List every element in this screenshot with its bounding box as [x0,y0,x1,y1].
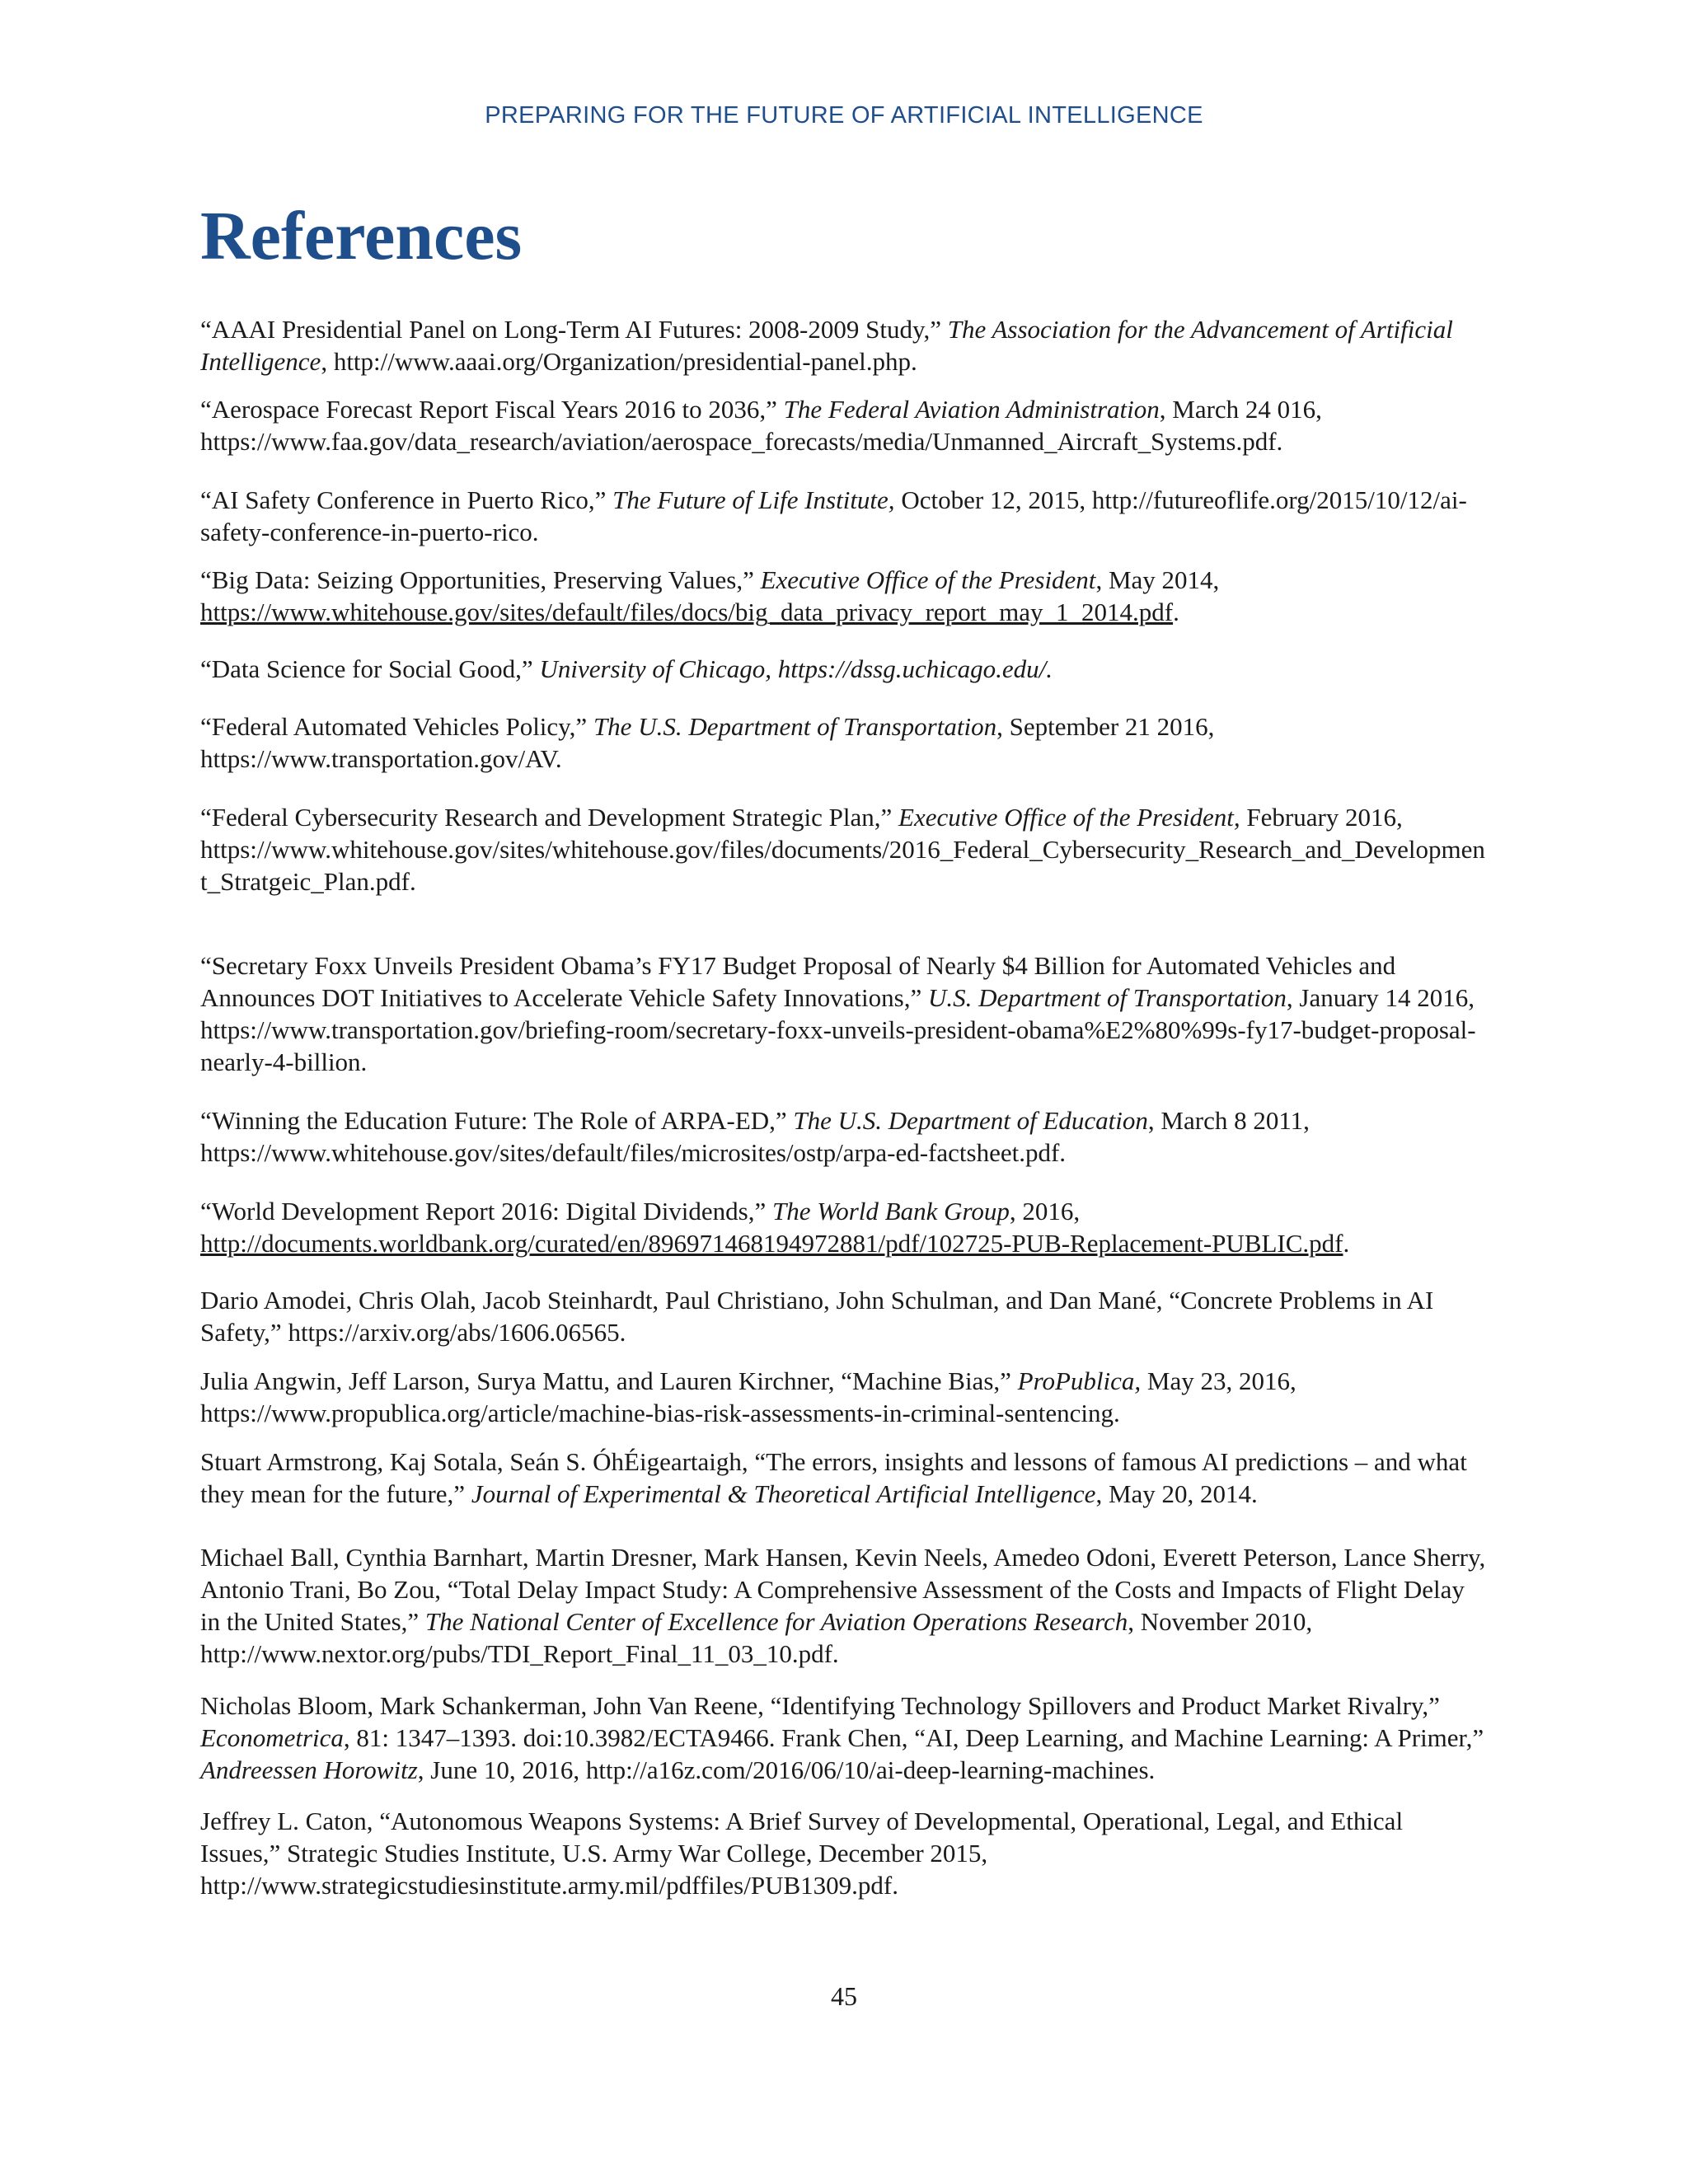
reference-text-run: University of Chicago, https://dssg.uchicago.edu/. [539,654,1053,683]
reference-text-run: Executive Office of the President, [898,803,1240,832]
reference-text-run: “AI Safety Conference in Puerto Rico,” [200,485,613,514]
reference-text-run: May 23, 2016, https://www.propublica.org/article/machine-bias-risk-assessments-in-criminal-sentencing. [200,1366,1296,1427]
reference-text-run: Andreessen Horowitz [200,1755,418,1784]
reference-text-run: Executive Office of the President [760,565,1096,594]
reference-text-run: http://documents.worldbank.org/curated/en/896971468194972881/pdf/102725-PUB-Replacement-PUBLIC.pdf [200,1229,1343,1258]
reference-text-run: Stuart Armstrong, Kaj Sotala, Seán S. ÓhÉigeartaigh, “The errors, insights and lessons of famous AI predictions – and what they mean for the future,” [200,1447,1467,1508]
reference-entry [200,1805,1486,1901]
reference-text-run: , http://www.aaai.org/Organization/presidential-panel.php. [321,347,917,376]
reference-text-run: Julia Angwin, Jeff Larson, Surya Mattu, and Lauren Kirchner, “Machine Bias,” [200,1366,1018,1395]
reference-text-run: October 12, 2015, http://futureoflife.org/2015/10/12/ai-safety-conference-in-puerto-rico. [200,485,1467,546]
reference-text-run: , March 24 016, https://www.faa.gov/data_research/aviation/aerospace_forecasts/media/Unmanned_Aircraft_Systems.pdf. [200,395,1322,456]
reference-entry [200,393,1486,457]
reference-entry [200,564,1486,628]
reference-text-run: “AAAI Presidential Panel on Long-Term AI Futures: 2008-2009 Study,” [200,315,948,344]
reference-text-run: The Future of Life Institute, [612,485,895,514]
reference-text-run: , September 21 2016, https://www.transportation.gov/AV. [200,712,1215,773]
reference-text-run: , 2016, [1009,1197,1081,1226]
reference-text-run: , January 14 2016, https://www.transportation.gov/briefing-room/secretary-foxx-unveils-president-obama%E2%80%99s-fy17-budget-proposal-nearly-4-billion. [200,983,1476,1076]
reference-entry [200,1195,1486,1259]
reference-entry [200,801,1486,898]
reference-text-run: https://www.whitehouse.gov/sites/default/files/docs/big_data_privacy_report_may_1_2014.pdf [200,598,1174,626]
reference-text-run: , March 8 2011, https://www.whitehouse.gov/sites/default/files/microsites/ostp/arpa-ed-factsheet.pdf. [200,1106,1310,1167]
reference-text-run: Nicholas Bloom, Mark Schankerman, John Van Reene, “Identifying Technology Spillovers and Product Market Rivalry,” [200,1691,1440,1720]
reference-entry [200,313,1486,377]
reference-entry [200,1284,1486,1348]
reference-text-run: The U.S. Department of Transportation [593,712,997,741]
reference-text-run: , May 20, 2014. [1095,1479,1258,1508]
reference-text-run: The U.S. Department of Education [793,1106,1148,1135]
reference-text-run: , November 2010, http://www.nextor.org/pubs/TDI_Report_Final_11_03_10.pdf. [200,1607,1313,1668]
reference-text-run: The Federal Aviation Administration [783,395,1160,424]
reference-text-run: Econometrica [200,1723,344,1752]
reference-text-run: “Data Science for Social Good,” [200,654,540,683]
reference-entry [200,949,1486,1078]
reference-entry [200,1541,1486,1670]
reference-entry [200,1446,1486,1510]
page-title: References [200,198,523,274]
reference-text-run: “World Development Report 2016: Digital Dividends,” [200,1197,773,1226]
reference-entry [200,1690,1486,1786]
reference-text-run: U.S. Department of Transportation [927,983,1287,1012]
reference-text-run: Dario Amodei, Chris Olah, Jacob Steinhardt, Paul Christiano, John Schulman, and Dan Mané, “Concrete Problems in AI Safety,” https://arxiv.org/abs/1606.06565. [200,1286,1434,1347]
reference-text-run: , June 10, 2016, http://a16z.com/2016/06/10/ai-deep-learning-machines. [417,1755,1156,1784]
reference-entry [200,1104,1486,1169]
reference-text-run: ProPublica, [1017,1366,1142,1395]
page-number: 45 [831,1981,857,2011]
reference-text-run: , 81: 1347–1393. doi:10.3982/ECTA9466. Frank Chen, “AI, Deep Learning, and Machine Learning: A Primer,” [343,1723,1484,1752]
reference-text-run: . [1343,1229,1350,1258]
reference-text-run: , May 2014, [1095,565,1220,594]
reference-text-run: Jeffrey L. Caton, “Autonomous Weapons Systems: A Brief Survey of Developmental, Operational, Legal, and Ethical Issues,” Strategic Studies Institute, U.S. Army War College, December 2015, http://www.strategicstudiesinstitute.army.mil/pdffiles/PUB1309.pdf. [200,1807,1404,1900]
reference-text-run: February 2016, https://www.whitehouse.gov/sites/whitehouse.gov/files/documents/2016_Federal_Cybersecurity_Research_and_Development_Stratgeic_Plan.pdf. [200,803,1485,896]
reference-text-run: The Association for the Advancement of Artificial Intelligence [200,315,1453,376]
reference-entry [200,484,1486,548]
running-header: PREPARING FOR THE FUTURE OF ARTIFICIAL INTELLIGENCE [485,102,1203,129]
reference-text-run: “Federal Automated Vehicles Policy,” [200,712,593,741]
reference-text-run: Michael Ball, Cynthia Barnhart, Martin Dresner, Mark Hansen, Kevin Neels, Amedeo Odoni, Everett Peterson, Lance Sherry, Antonio Trani, Bo Zou, “Total Delay Impact Study: A Comprehensive Assessment of the Costs and Impacts of Flight Delay in the United States,” [200,1543,1486,1636]
reference-entry [200,653,1486,685]
reference-entry [200,1365,1486,1429]
reference-text-run: “Federal Cybersecurity Research and Development Strategic Plan,” [200,803,899,832]
reference-entry [200,710,1486,775]
reference-text-run: The World Bank Group [772,1197,1010,1226]
reference-text-run: The National Center of Excellence for Aviation Operations Research [424,1607,1128,1636]
reference-text-run: “Winning the Education Future: The Role of ARPA-ED,” [200,1106,794,1135]
reference-text-run: Journal of Experimental & Theoretical Artificial Intelligence [471,1479,1096,1508]
reference-text-run: . [1173,598,1179,626]
reference-text-run: “Aerospace Forecast Report Fiscal Years 2016 to 2036,” [200,395,784,424]
reference-text-run: “Big Data: Seizing Opportunities, Preserving Values,” [200,565,761,594]
reference-text-run: “Secretary Foxx Unveils President Obama’s FY17 Budget Proposal of Nearly $4 Billion for Automated Vehicles and Announces DOT Initiatives to Accelerate Vehicle Safety Innovations,” [200,951,1396,1012]
